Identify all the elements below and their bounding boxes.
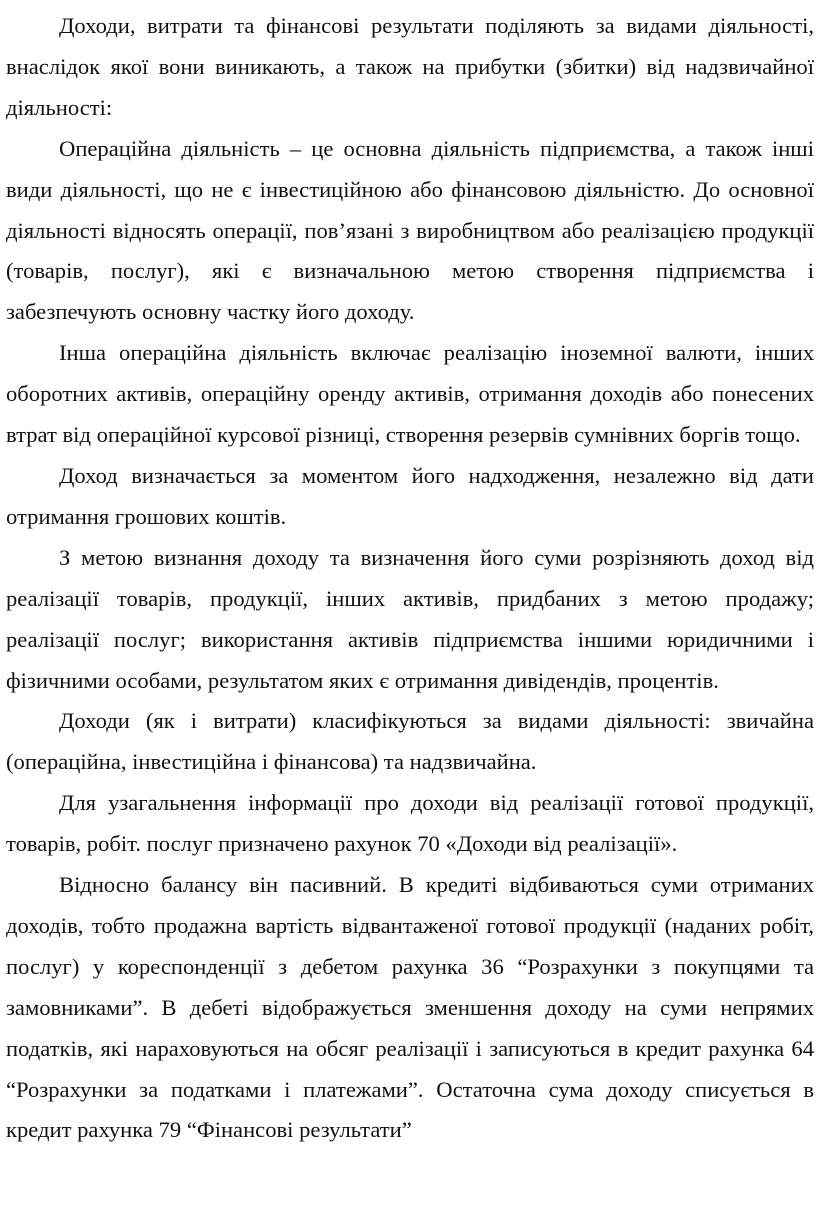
paragraph-income-recognition-moment: Доход визначається за моментом його надходження, незалежно від дати отримання грошових коштів. — [6, 462, 814, 529]
paragraph-activity-types: Доходи, витрати та фінансові результати поділяють за видами діяльності, внаслідок якої вони виникають, а також на прибутки (збитки) від надзвичайної діяльності: — [6, 13, 814, 120]
paragraph-operating-activity: Операційна діяльність – це основна діяльність підприємства, а також інші види діяльності, що не є інвестиційною або фінансовою діяльністю. До основної діяльності відносять операції, пов’язані з виробництвом або реалізацією продукції (товарів, послуг), які є визначальною метою створення підприємства і забезпечують основну частку його доходу. — [6, 135, 814, 325]
paragraph-account-70: Для узагальнення інформації про доходи від реалізації готової продукції, товарів, робіт. послуг призначено рахунок 70 «Доходи від реалізації». — [6, 790, 814, 857]
document-page — [6, 6, 814, 1151]
paragraph-income-classification: Доходи (як і витрати) класифікуються за видами діяльності: звичайна (операційна, інвестиційна і фінансова) та надзвичайна. — [6, 708, 814, 775]
paragraph-income-types: З метою визнання доходу та визначення його суми розрізняють доход від реалізації товарів, продукції, інших активів, придбаних з метою продажу; реалізації послуг; використання активів підприємства іншими юридичними і фізичними особами, результатом яких є отримання дивідендів, процентів. — [6, 544, 814, 693]
paragraph-other-operating-activity: Інша операційна діяльність включає реалізацію іноземної валюти, інших оборотних активів, операційну оренду активів, отримання доходів або понесених втрат від операційної курсової різниці, створення резервів сумнівних боргів тощо. — [6, 340, 814, 448]
paragraph-account-70-entries: Відносно балансу він пасивний. В кредиті відбиваються суми отриманих доходів, тобто продажна вартість відвантаженої готової продукції (наданих робіт, послуг) у кореспонденції з дебетом рахунка 36 “Розрахунки з покупцями та замовниками”. В дебеті відображується зменшення доходу на суми непрямих податків, які нараховуються на обсяг реалізації і записуються в кредит рахунка 64 “Розрахунки за податками і платежами”. Остаточна сума доходу списується в кредит рахунка 79 “Фінансові результати” — [6, 872, 814, 1143]
